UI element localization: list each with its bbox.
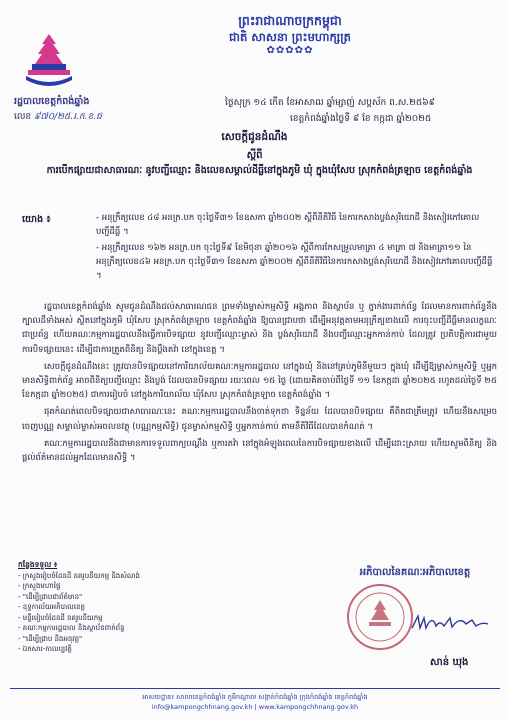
solar-date: ខេត្តកំពង់ឆ្នាំងថ្ងៃទី ៩ ខែ កក្កដា ឆ្នាំ២០២៥ [290, 114, 432, 124]
kingdom-title: ព្រះរាជាណាចក្រកម្ពុជា [238, 13, 342, 28]
recipients-heading: កន្លែងទទួល ៖ [18, 560, 58, 569]
references-list [96, 211, 496, 285]
body-paragraph: សេចក្តីជូនដំណឹងនេះ ត្រូវបានបិទផ្សាយនៅការិយាល័យគណៈកម្មការរដ្ឋបាល នៅក្នុងឃុំ និងនៅគ្រប់ភូមិនីមួយៗ ក្នុងឃុំ ដើម្បីឱ្យម្ចាស់កម្មសិទ្ធិ ឬអ្នកមានសិទ្ធិពាក់ព័ន្ធ អាចពិនិត្យបញ្ជីឈ្មោះ និងប្លង់ ដែលបានបិទផ្សាយ រយៈពេល ១៥ ថ្ងៃ (ដោយគិតចាប់ពីថ្ងៃទី ១១ ខែកក្កដា ឆ្នាំ២០២៥ រហូតដល់ថ្ងៃទី ២៥ ខែកក្កដា ឆ្នាំ២០២៥) ជាការរៀបចំ នៅក្នុងការិយាល័យ ឃុំសែប ស្រុកកំពង់ត្រឡាច ខេត្តកំពង់ឆ្នាំង ។ [22, 361, 497, 401]
signatory-name: សាន់ ឃុង [430, 657, 469, 668]
document-subject: ការបើកផ្សាយជាសាធារណៈ នូវបញ្ជីឈ្មោះ និងលេខសម្គាល់ដីធ្លីនៅក្នុងភូមិ ឃុំ ក្នុងឃុំសែប ស្រុកកំពង់ត្រឡាច ខេត្តកំពង់ឆ្នាំង [46, 165, 473, 176]
signature-block [330, 565, 500, 580]
recipients-list [18, 560, 178, 655]
national-motto: ជាតិ សាសនា ព្រះមហាក្សត្រ [229, 30, 351, 44]
recipient-item: - ខុទ្ទកាល័យអភិបាលខេត្ត [18, 603, 85, 611]
ref-value: ៩៧០/២៥.រ.ក.ខ.ជ [34, 112, 102, 122]
ref-label: លេខ [14, 112, 32, 122]
references-label: យោង ៖ [22, 214, 51, 225]
recipient-item: - "ដើម្បីជ្រាប និងអនុវត្ត" [18, 634, 83, 643]
body-paragraph: គណៈកម្មការរដ្ឋបាលនឹងជាមានការទទួលពាក្យបណ្តឹង ឬការតវ៉ា នៅក្នុងអំឡុងពេលនៃការបិទផ្សាយខាងលើ ដើម្បីដោះស្រាយ ហើយសូមពិនិត្យ និងផ្តល់ព័ត៌មានដល់អ្នកដែលមានសិទ្ធិ ។ [22, 438, 497, 464]
footer-contact: info@kampongchhnang.gov.kh | www.kampongchhnang.gov.kh [151, 703, 359, 711]
kingdom-header [160, 12, 420, 56]
handwritten-signature [410, 612, 490, 634]
body-paragraph: រដ្ឋបាលខេត្តកំពង់ឆ្នាំង សូមជូនដំណឹងដល់សាធារណជន ព្រមទាំងម្ចាស់កម្មសិទ្ធិ អង្គភាព និងស្ថាប័ន ឬ ភ្នាក់ងារពាក់ព័ន្ធ ដែលមានការពាក់ព័ន្ធនឹងក្បាលដីទាំងអស់ ស្ថិតនៅក្នុងភូមិ ឃុំសែប ស្រុកកំពង់ត្រឡាច ខេត្តកំពង់ឆ្នាំង ឱ្យបានជ្រាបថា ដើម្បីអនុវត្តតាមអនុក្រឹត្យខាងលើ ការចុះបញ្ជីដីធ្លីមានលក្ខណៈជាប្រព័ន្ធ ហើយគណៈកម្មការរដ្ឋបាលនឹងធ្វើការបិទផ្សាយ នូវបញ្ជីឈ្មោះម្ចាស់ និង ប្លង់សុរិយោដី និងបញ្ជីឈ្មោះអ្នកកាន់កាប់ ដែលត្រូវ ប្រតិបត្តិការជាមួយការបិទផ្សាយនេះ ដើម្បីជាការត្រួតពិនិត្យ និងប្តឹងតវ៉ា នៅក្នុងខេត្ត ។ [22, 302, 497, 355]
recipient-item: - ក្រសួងរៀបចំដែនដី នគរូបនីយកម្ម និងសំណង់ [18, 571, 140, 580]
recipient-item: - ឯកសារ-កាលប្បវត្តិ [18, 645, 72, 653]
official-seal-stamp [345, 582, 415, 652]
recipient-item: - "ដើម្បីជ្រាបជាព័ត៌មាន" [18, 592, 83, 601]
signatory-title: អភិបាលនៃគណៈអភិបាលខេត្ត [359, 567, 471, 578]
header-ornament: ✿✿✿✿✿ [266, 45, 314, 56]
lunar-date: ថ្ងៃសុក្រ ១៤ កើត ខែអាសាឍ ឆ្នាំម្សាញ់ សប្តស័ក ព.ស.២៥៦៩ [225, 98, 436, 108]
recipient-item: - គណៈកម្មការរដ្ឋបាល និងស្ថាប័នពាក់ព័ន្ធ [18, 624, 125, 632]
body-paragraph: ផុតកំណត់ពេលបិទផ្សាយជាសាធារណៈនេះ គណៈកម្មការរដ្ឋបាលនឹងចាត់ទុកថា ទិន្នន័យ ដែលបានបិទផ្សាយ គឺពិតជាត្រឹមត្រូវ ហើយនឹងសម្រេចចេញបណ្ណ សម្គាល់ម្ចាស់អចលនវត្ថុ (បណ្ណកម្មសិទ្ធិ) ជូនម្ចាស់កម្មសិទ្ធិ ឬអ្នកកាន់កាប់ តាមនីតិវិធីដែលបានកំណត់ ។ [22, 407, 497, 432]
provincial-emblem-logo [18, 30, 80, 92]
reference-number [14, 111, 102, 124]
footer-address: អាសយដ្ឋាន៖ សាលាខេត្តកំពង់ឆ្នាំង ភូមិកណ្តាល សង្កាត់កំពង់ឆ្នាំង ក្រុងកំពង់ឆ្នាំង ខេត្តកំពង់ឆ្នាំង [142, 693, 368, 701]
document-title: សេចក្តីជូនដំណឹង [221, 131, 288, 143]
issuing-authority: រដ្ឋបាលខេត្តកំពង់ឆ្នាំង [14, 96, 90, 107]
recipient-item: - ក្រសួងមហាផ្ទៃ [18, 582, 61, 590]
document-body [22, 300, 497, 468]
reference-item: - អនុក្រឹត្យលេខ ១៦២ អនក្រ.បក ចុះថ្ងៃទី៩ ខែមិថុនា ឆ្នាំ២០១៦ ស្តីពីការកែសម្រួលមាត្រា ៤ មាត្រា ៧ និងមាត្រា១១ នៃអនុក្រឹត្យលេខ៤៦ អនក្រ.បក ចុះថ្ងៃទី៣១ ខែឧសភា ឆ្នាំ២០០២ ស្តីពីនីតិវិធីនៃការកសាងប្លង់សុរិយោដី និងសៀវភៅគោលបញ្ជីដីធ្លី ។ [96, 243, 493, 281]
document-subtitle: ស្តីពី [246, 150, 263, 161]
document-footer [10, 688, 500, 712]
recipient-item: - មន្ទីររៀបចំដែនដី នគរូបនីយកម្ម [18, 613, 103, 622]
reference-item: - អនុក្រឹត្យលេខ ៤៨ អនក្រ.បក ចុះថ្ងៃទី៣១ ខែឧសភា ឆ្នាំ២០០២ ស្តីពីនីតិវិធី នៃការកសាងប្លង់សុរិយោដី និងសៀវភៅគោលបញ្ជីដីធ្លី ។ [96, 213, 480, 237]
